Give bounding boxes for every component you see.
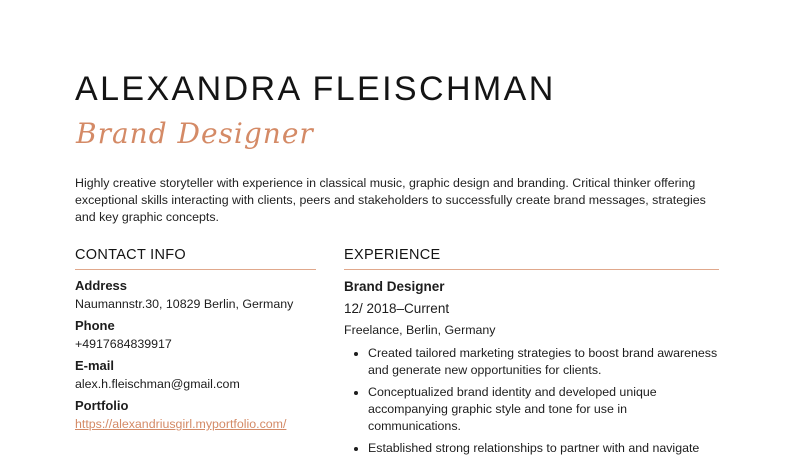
experience-section [344,247,719,462]
job-title: Brand Designer [344,279,445,294]
contact-label: Portfolio [75,398,129,413]
contact-section [75,247,316,432]
job-bullet: • Established strong relationships to partner with and navigate [368,440,719,457]
contact-address [75,278,316,312]
portfolio-link[interactable]: https://alexandriusgirl.myportfolio.com/ [75,417,287,431]
resume-role: Brand Designer [76,117,314,150]
contact-label: Address [75,278,128,293]
job-bullet: • Conceptualized brand identity and developed unique accompanying graphic style and tone for use in communications. [368,384,719,435]
contact-phone [75,318,316,352]
resume-name: ALEXANDRA FLEISCHMAN [75,70,556,108]
contact-value: alex.h.fleischman@gmail.com [75,377,240,391]
job-bullet: • Created tailored marketing strategies to boost brand awareness and generate new opportunities for clients. [368,345,719,379]
experience-section-title: EXPERIENCE [344,247,719,270]
contact-value: +4917684839917 [75,337,172,351]
contact-email [75,358,316,392]
contact-value: Naumannstr.30, 10829 Berlin, Germany [75,297,294,311]
contact-portfolio [75,398,316,432]
job-place: Freelance, Berlin, Germany [344,323,496,337]
contact-label: Phone [75,318,115,333]
contact-section-title: CONTACT INFO [75,247,316,270]
job-dates: 12/ 2018–Current [344,301,450,316]
job-bullets [344,345,719,457]
resume-summary: Highly creative storyteller with experience in classical music, graphic design and branding. Critical thinker offering exceptional skills interacting with clients, peers and stakeholders to successfully create brand messages, strategies and key graphic concepts. [75,176,706,224]
contact-label: E-mail [75,358,115,373]
